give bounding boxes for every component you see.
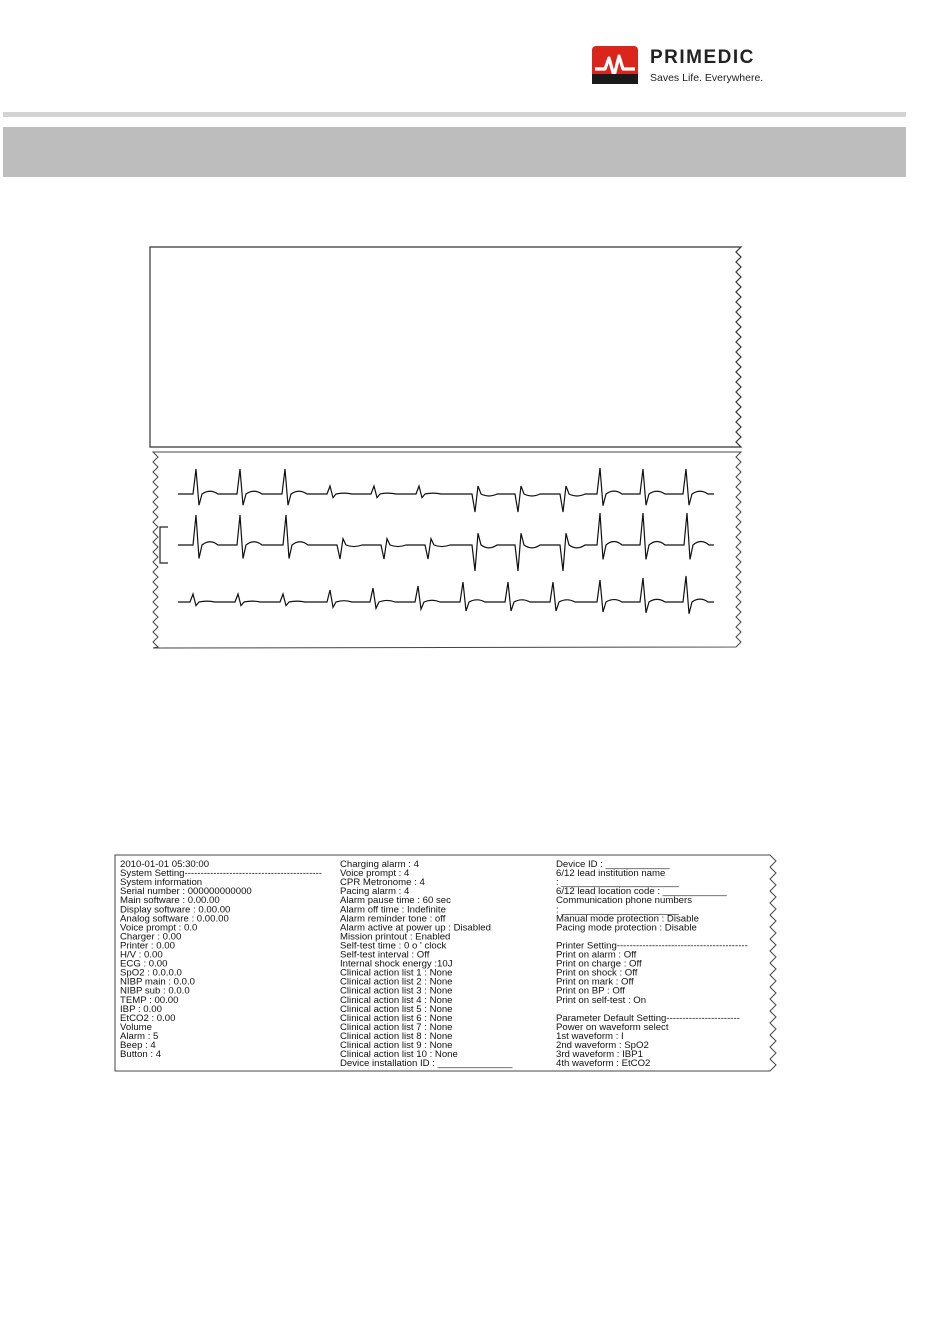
- printout-line: : ______________________: [556, 877, 679, 889]
- printout-line: H/V : 0.00: [120, 949, 163, 961]
- printout-line: Manual mode protection : Disable: [556, 913, 699, 925]
- printout-line: Alarm reminder tone : off: [340, 913, 446, 925]
- printout-line: Button : 4: [120, 1049, 162, 1061]
- printout-line: Analog software : 0.00.00: [120, 913, 229, 925]
- ecg-trace-2: [178, 513, 714, 571]
- printout-line: ECG : 0.00: [120, 958, 168, 970]
- printout-line: 1st waveform : I: [556, 1030, 624, 1042]
- printout-line: Voice prompt : 4: [340, 868, 410, 880]
- printout-line: Parameter Default Setting-----------------------: [556, 1012, 740, 1024]
- printout-line: Print on BP : Off: [556, 985, 625, 997]
- printout-line: Printer Setting-----------------------------------------: [556, 940, 748, 952]
- printout-line: Clinical action list 10 : None: [340, 1049, 458, 1061]
- printout-line: Clinical action list 2 : None: [340, 976, 453, 988]
- printout-line: Alarm active at power up : Disabled: [340, 922, 491, 934]
- printout-line: NIBP sub : 0.0.0: [120, 985, 190, 997]
- printout-line: Clinical action list 8 : None: [340, 1030, 453, 1042]
- printout-line: Charging alarm : 4: [340, 859, 419, 870]
- ecg-trace-3: [178, 576, 714, 614]
- printout-line: Communication phone numbers: [556, 895, 692, 907]
- printout-line: Clinical action list 5 : None: [340, 1003, 453, 1015]
- printout-line: Printer : 0.00: [120, 940, 175, 952]
- printout-line: Self-test interval : Off: [340, 949, 430, 961]
- printout-line: Print on shock : Off: [556, 967, 638, 979]
- printout-line: EtCO2 : 0.00: [120, 1012, 176, 1024]
- printout-line: Serial number : 000000000000: [120, 886, 252, 898]
- printout-line: 3rd waveform : IBP1: [556, 1049, 643, 1061]
- printout-line: Alarm pause time : 60 sec: [340, 895, 451, 907]
- calibration-bracket: [160, 527, 168, 563]
- printout-line: : ______________________: [556, 904, 679, 916]
- printout-line: Alarm off time : Indefinite: [340, 904, 446, 916]
- printout-line: Clinical action list 9 : None: [340, 1040, 453, 1051]
- printout-line: Clinical action list 4 : None: [340, 994, 453, 1006]
- printout-line: CPR Metronome : 4: [340, 877, 425, 889]
- brand-tagline: Saves Life. Everywhere.: [650, 72, 764, 84]
- printout-line: NIBP main : 0.0.0: [120, 976, 196, 988]
- printout-line: Display software : 0.00.00: [120, 904, 231, 916]
- printout-column-device: [556, 859, 748, 1069]
- ecg-trace-1: [178, 468, 714, 512]
- printout-line: Clinical action list 6 : None: [340, 1012, 453, 1024]
- printout-line: TEMP : 00.00: [120, 994, 179, 1006]
- printout-line: Print on self-test : On: [556, 994, 647, 1006]
- report-header-box: [150, 247, 741, 447]
- printout-line: Self-test time : 0 o ' clock: [340, 940, 447, 952]
- printout-line: Device ID : ____________: [556, 859, 670, 870]
- printout-line: 6/12 lead institution name: [556, 868, 666, 880]
- printout-line: Voice prompt : 0.0: [120, 922, 198, 934]
- printout-line: 2nd waveform : SpO2: [556, 1040, 649, 1051]
- printout-line: System information: [120, 877, 203, 889]
- printout-line: Pacing mode protection : Disable: [556, 922, 697, 934]
- printout-line: System Setting-------------------------------------------: [120, 868, 322, 880]
- printout-line: IBP : 0.00: [120, 1003, 162, 1015]
- printout-line: Beep : 4: [120, 1040, 156, 1051]
- brand-name: PRIMEDIC: [650, 47, 755, 68]
- printout-line: Alarm : 5: [120, 1030, 159, 1042]
- printout-line: Main software : 0.00.00: [120, 895, 220, 907]
- printout-line: Clinical action list 3 : None: [340, 985, 453, 997]
- printout-line: 6/12 lead location code : ____________: [556, 886, 727, 898]
- printout-line: Charger : 0.00: [120, 931, 182, 943]
- printout-line: Print on mark : Off: [556, 976, 634, 988]
- printout-line: Clinical action list 7 : None: [340, 1021, 453, 1033]
- printout-line: 2010-01-01 05:30:00: [120, 859, 210, 870]
- printout-column-system: [120, 859, 322, 1060]
- printout-line: Print on charge : Off: [556, 958, 642, 970]
- printout-line: Mission printout : Enabled: [340, 931, 451, 943]
- printout-column-alarms: [340, 859, 513, 1069]
- printout-line: SpO2 : 0.0.0.0: [120, 967, 182, 979]
- printout-line: Internal shock energy :10J: [340, 958, 453, 970]
- printout-line: Print on alarm : Off: [556, 949, 637, 961]
- printout-line: Clinical action list 1 : None: [340, 967, 453, 979]
- printout-line: Pacing alarm : 4: [340, 886, 410, 898]
- printout-line: Volume: [120, 1021, 152, 1033]
- printout-line: 4th waveform : EtCO2: [556, 1058, 651, 1070]
- printout-line: Device installation ID : ______________: [340, 1058, 513, 1070]
- printout-line: Power on waveform select: [556, 1021, 669, 1033]
